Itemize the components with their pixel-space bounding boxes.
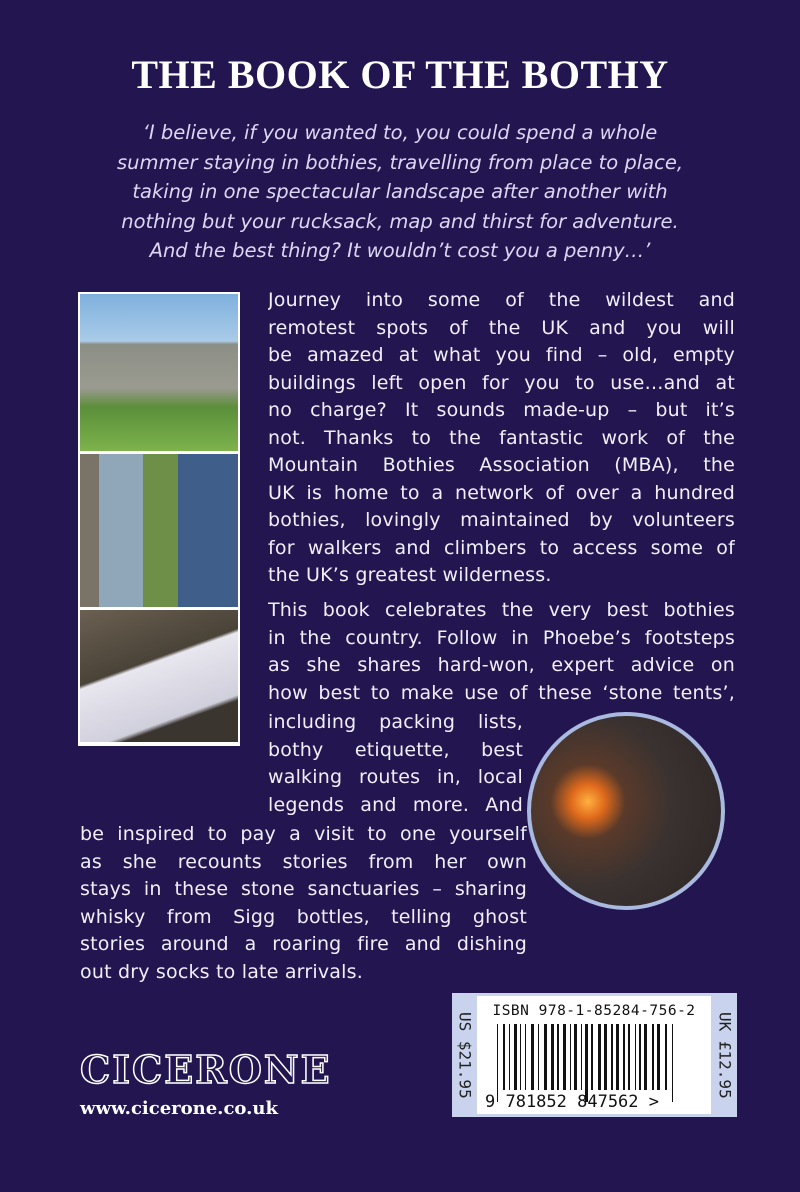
isbn: ISBN 978-1-85284-756-2: [492, 1003, 696, 1019]
barcode-bar: [551, 1024, 554, 1090]
text-line: Journey into some of the wildest and: [268, 289, 735, 311]
description-paragraph-2-narrow: [268, 709, 523, 819]
text-line: the UK’s greatest wilderness.: [268, 564, 552, 586]
text-line: no charge? It sounds made-up – but it’s: [268, 399, 735, 421]
quote-line: summer staying in bothies, travelling from place to place,: [116, 150, 684, 174]
book-title: THE BOOK OF THE BOTHY: [131, 52, 669, 97]
text-line: including packing lists,: [268, 711, 523, 733]
text-line: how best to make use of these ‘stone tents’,: [268, 681, 735, 704]
text-line: walking routes in, local: [268, 766, 523, 788]
quote-line: And the best thing? It wouldn’t cost you a penny…’: [149, 239, 651, 262]
uk-price: UK £12.95: [715, 1011, 735, 1099]
text-line: as she shares hard-won, expert advice on: [268, 654, 735, 676]
text-line: stories around a roaring fire and dishing: [80, 933, 527, 955]
bothy-exterior-photo: [80, 294, 238, 451]
barcode-bar: [525, 1024, 526, 1090]
barcode-bar: [570, 1024, 571, 1090]
barcode-bar: [598, 1024, 601, 1090]
quote-line: nothing but your rucksack, map and thirst for adventure.: [121, 209, 679, 233]
barcode-bar: [635, 1024, 636, 1090]
publisher-url: www.cicerone.co.uk: [80, 1098, 278, 1119]
text-line: out dry socks to late arrivals.: [80, 960, 363, 983]
text-line: bothy etiquette, best: [268, 738, 523, 761]
barcode-bar: [514, 1024, 517, 1090]
barcode-bars: [497, 1024, 687, 1102]
barcode-digits: 9 781852 847562 >: [485, 1092, 659, 1112]
barcode-bar: [616, 1024, 619, 1090]
text-line: bothies, lovingly maintained by volunteers: [268, 509, 735, 531]
bothy-doorway-photo: [80, 454, 238, 607]
description-paragraph-1: [268, 287, 735, 590]
cicerone-logo: CICERONE: [80, 1047, 332, 1092]
quote-line: taking in one spectacular landscape after another with: [132, 180, 668, 203]
barcode-bar: [557, 1024, 559, 1090]
barcode-bar: [585, 1024, 588, 1102]
bothy-book-photo: [80, 610, 238, 742]
barcode-bar: [628, 1024, 630, 1090]
text-line: as she recounts stories from her own: [80, 850, 527, 873]
text-line: be amazed at what you find – old, empty: [268, 344, 735, 366]
text-line: not. Thanks to the fantastic work of the: [268, 426, 735, 449]
text-line: This book celebrates the very best bothies: [268, 599, 735, 621]
text-line: whisky from Sigg bottles, telling ghost: [80, 905, 527, 928]
text-line: in the country. Follow in Phoebe’s footsteps: [268, 626, 735, 649]
barcode-bar: [623, 1024, 625, 1090]
barcode-bar: [591, 1024, 593, 1090]
barcode-bar: [538, 1024, 539, 1090]
text-line: be inspired to pay a visit to one yourself: [80, 823, 527, 845]
text-line: UK is home to a network of over a hundred: [268, 481, 735, 504]
us-price: US $21.95: [455, 1011, 475, 1099]
text-line: buildings left open for you to use…and at: [268, 371, 735, 394]
text-line: remotest spots of the UK and you will: [268, 316, 735, 339]
text-line: legends and more. And: [268, 793, 523, 816]
barcode-bar: [611, 1024, 613, 1090]
quote-line: ‘I believe, if you wanted to, you could spend a whole: [142, 121, 658, 144]
barcode-bar: [581, 1024, 582, 1090]
barcode-bar: [644, 1024, 647, 1090]
barcode-bar: [604, 1024, 607, 1090]
barcode-bar: [639, 1024, 641, 1090]
barcode-bar: [665, 1024, 667, 1090]
barcode-bar: [657, 1024, 660, 1090]
barcode-bar: [652, 1024, 654, 1090]
fireside-photo: [527, 712, 725, 910]
barcode-bar: [531, 1024, 534, 1090]
barcode-bar: [672, 1024, 673, 1102]
text-line: Mountain Bothies Association (MBA), the: [268, 454, 735, 476]
description-paragraph-2-cont: [80, 821, 527, 986]
barcode-bar: [574, 1024, 577, 1090]
description-paragraph-2: [268, 597, 735, 707]
photo-strip: [78, 292, 240, 746]
barcode-bar: [563, 1024, 566, 1090]
barcode-panel: [452, 993, 737, 1117]
pull-quote: [60, 118, 740, 266]
barcode-bar: [544, 1024, 547, 1090]
barcode-bar: [497, 1024, 498, 1102]
text-line: stays in these stone sanctuaries – sharing: [80, 878, 527, 900]
text-line: for walkers and climbers to access some of: [268, 536, 735, 559]
barcode-bar: [520, 1024, 521, 1090]
barcode-bar: [503, 1024, 505, 1090]
barcode-bar: [509, 1024, 510, 1090]
